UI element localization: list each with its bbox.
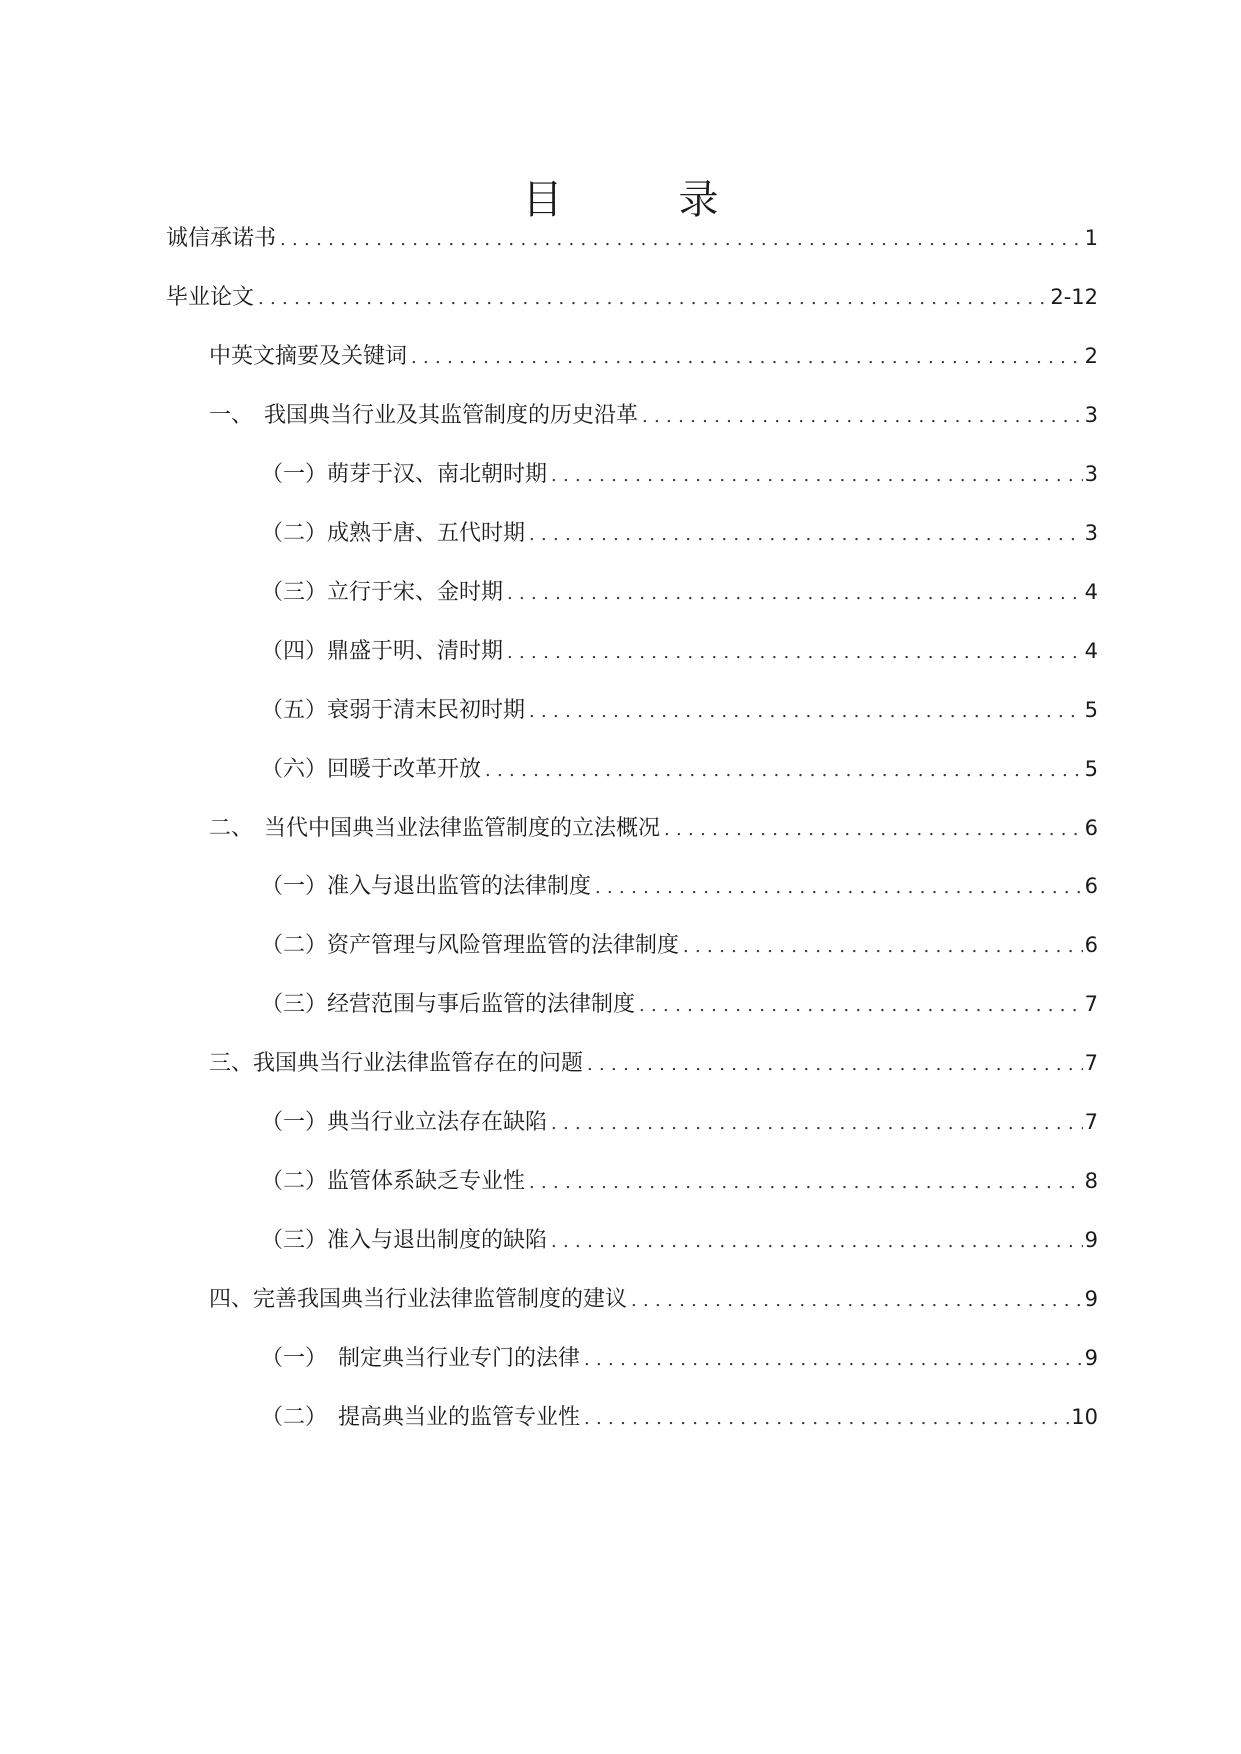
toc-entry-page: 7: [1084, 992, 1098, 1016]
toc-entry-page: 1: [1084, 226, 1098, 250]
toc-entry-label: （三）立行于宋、金时期: [261, 580, 504, 605]
toc-entry-page: 4: [1084, 580, 1098, 604]
toc-entry-page: 8: [1084, 1169, 1098, 1193]
toc-entry-label: （二） 提高典当业的监管专业性: [261, 1405, 581, 1430]
toc-leader-dots: [587, 1045, 1083, 1085]
toc-leader-dots: [631, 1281, 1083, 1321]
toc-entry[interactable]: [261, 631, 1098, 671]
toc-entry[interactable]: [261, 1220, 1098, 1260]
toc-entry[interactable]: [261, 572, 1098, 612]
toc-entry-label: （三）经营范围与事后监管的法律制度: [261, 992, 636, 1017]
toc-entry[interactable]: [261, 1397, 1098, 1437]
toc-entry-label: 四、完善我国典当行业法律监管制度的建议: [209, 1287, 628, 1312]
toc-entry-label: （二）监管体系缺乏专业性: [261, 1169, 526, 1194]
toc-leader-dots: [584, 1399, 1069, 1439]
toc-entry-label: （一）萌芽于汉、南北朝时期: [261, 462, 548, 487]
toc-entry[interactable]: [166, 277, 1098, 317]
toc-entry-label: （二）成熟于唐、五代时期: [261, 521, 526, 546]
toc-entry[interactable]: [261, 984, 1098, 1024]
toc-entry-page: 6: [1084, 816, 1098, 840]
toc-entry[interactable]: [209, 1043, 1098, 1083]
toc-entry-label: 二、 当代中国典当业法律监管制度的立法概况: [209, 816, 661, 841]
toc-entry[interactable]: [209, 336, 1098, 376]
toc-entry[interactable]: [261, 454, 1098, 494]
toc-entry-label: （五）衰弱于清末民初时期: [261, 698, 526, 723]
page-title: 目 录: [522, 177, 757, 223]
toc-entry-page: 6: [1084, 933, 1098, 957]
toc-entry-page: 2-12: [1050, 285, 1098, 309]
toc-leader-dots: [584, 1340, 1083, 1380]
toc-entry-page: 6: [1084, 874, 1098, 898]
toc-leader-dots: [642, 397, 1083, 437]
toc-entry[interactable]: [261, 513, 1098, 553]
toc-entry-label: 三、我国典当行业法律监管存在的问题: [209, 1051, 584, 1076]
toc-leader-dots: [507, 574, 1083, 614]
toc-entry[interactable]: [261, 1338, 1098, 1378]
toc-leader-dots: [683, 927, 1083, 967]
toc-entry-page: 4: [1084, 639, 1098, 663]
toc-entry-page: 10: [1071, 1405, 1098, 1429]
toc-entry-page: 5: [1084, 757, 1098, 781]
toc-entry-label: 一、 我国典当行业及其监管制度的历史沿革: [209, 403, 639, 428]
toc-leader-dots: [529, 1163, 1083, 1203]
toc-leader-dots: [485, 751, 1083, 791]
toc-entry[interactable]: [261, 1102, 1098, 1142]
toc-entry-label: （三）准入与退出制度的缺陷: [261, 1228, 548, 1253]
toc-entry-label: （一）准入与退出监管的法律制度: [261, 874, 592, 899]
toc-leader-dots: [595, 868, 1083, 908]
toc-entry-page: 7: [1084, 1051, 1098, 1075]
toc-entry-page: 5: [1084, 698, 1098, 722]
toc-entry-page: 9: [1084, 1346, 1098, 1370]
toc-entry-label: （一） 制定典当行业专门的法律: [261, 1346, 581, 1371]
toc-leader-dots: [280, 220, 1083, 260]
toc-leader-dots: [529, 515, 1083, 555]
toc-entry[interactable]: [261, 1161, 1098, 1201]
toc-entry-page: 7: [1084, 1110, 1098, 1134]
toc-leader-dots: [507, 633, 1083, 673]
toc-leader-dots: [551, 1104, 1083, 1144]
toc-entry-page: 3: [1084, 462, 1098, 486]
toc-entry-label: 诚信承诺书: [166, 226, 277, 251]
toc-entry[interactable]: [261, 925, 1098, 965]
toc-entry[interactable]: [166, 218, 1098, 258]
toc-entry-page: 9: [1084, 1228, 1098, 1252]
toc-entry[interactable]: [261, 866, 1098, 906]
toc-leader-dots: [551, 456, 1083, 496]
toc-entry-page: 3: [1084, 403, 1098, 427]
toc-entry[interactable]: [209, 1279, 1098, 1319]
toc-entry[interactable]: [261, 749, 1098, 789]
toc-entry-label: （一）典当行业立法存在缺陷: [261, 1110, 548, 1135]
toc-entry-label: 中英文摘要及关键词: [209, 344, 408, 369]
toc-entry-label: （六）回暖于改革开放: [261, 757, 482, 782]
toc-leader-dots: [551, 1222, 1083, 1262]
toc-entry-label: （二）资产管理与风险管理监管的法律制度: [261, 933, 680, 958]
toc-leader-dots: [258, 279, 1048, 319]
toc-entry-page: 3: [1084, 521, 1098, 545]
toc-entry[interactable]: [209, 808, 1098, 848]
toc-entry-label: 毕业论文: [166, 285, 255, 310]
toc-leader-dots: [411, 338, 1083, 378]
toc-entry[interactable]: [261, 690, 1098, 730]
toc-entry-page: 9: [1084, 1287, 1098, 1311]
toc-leader-dots: [664, 810, 1083, 850]
toc-entry[interactable]: [209, 395, 1098, 435]
toc-leader-dots: [529, 692, 1083, 732]
toc-entry-label: （四）鼎盛于明、清时期: [261, 639, 504, 664]
toc-entry-page: 2: [1084, 344, 1098, 368]
toc-leader-dots: [639, 986, 1083, 1026]
